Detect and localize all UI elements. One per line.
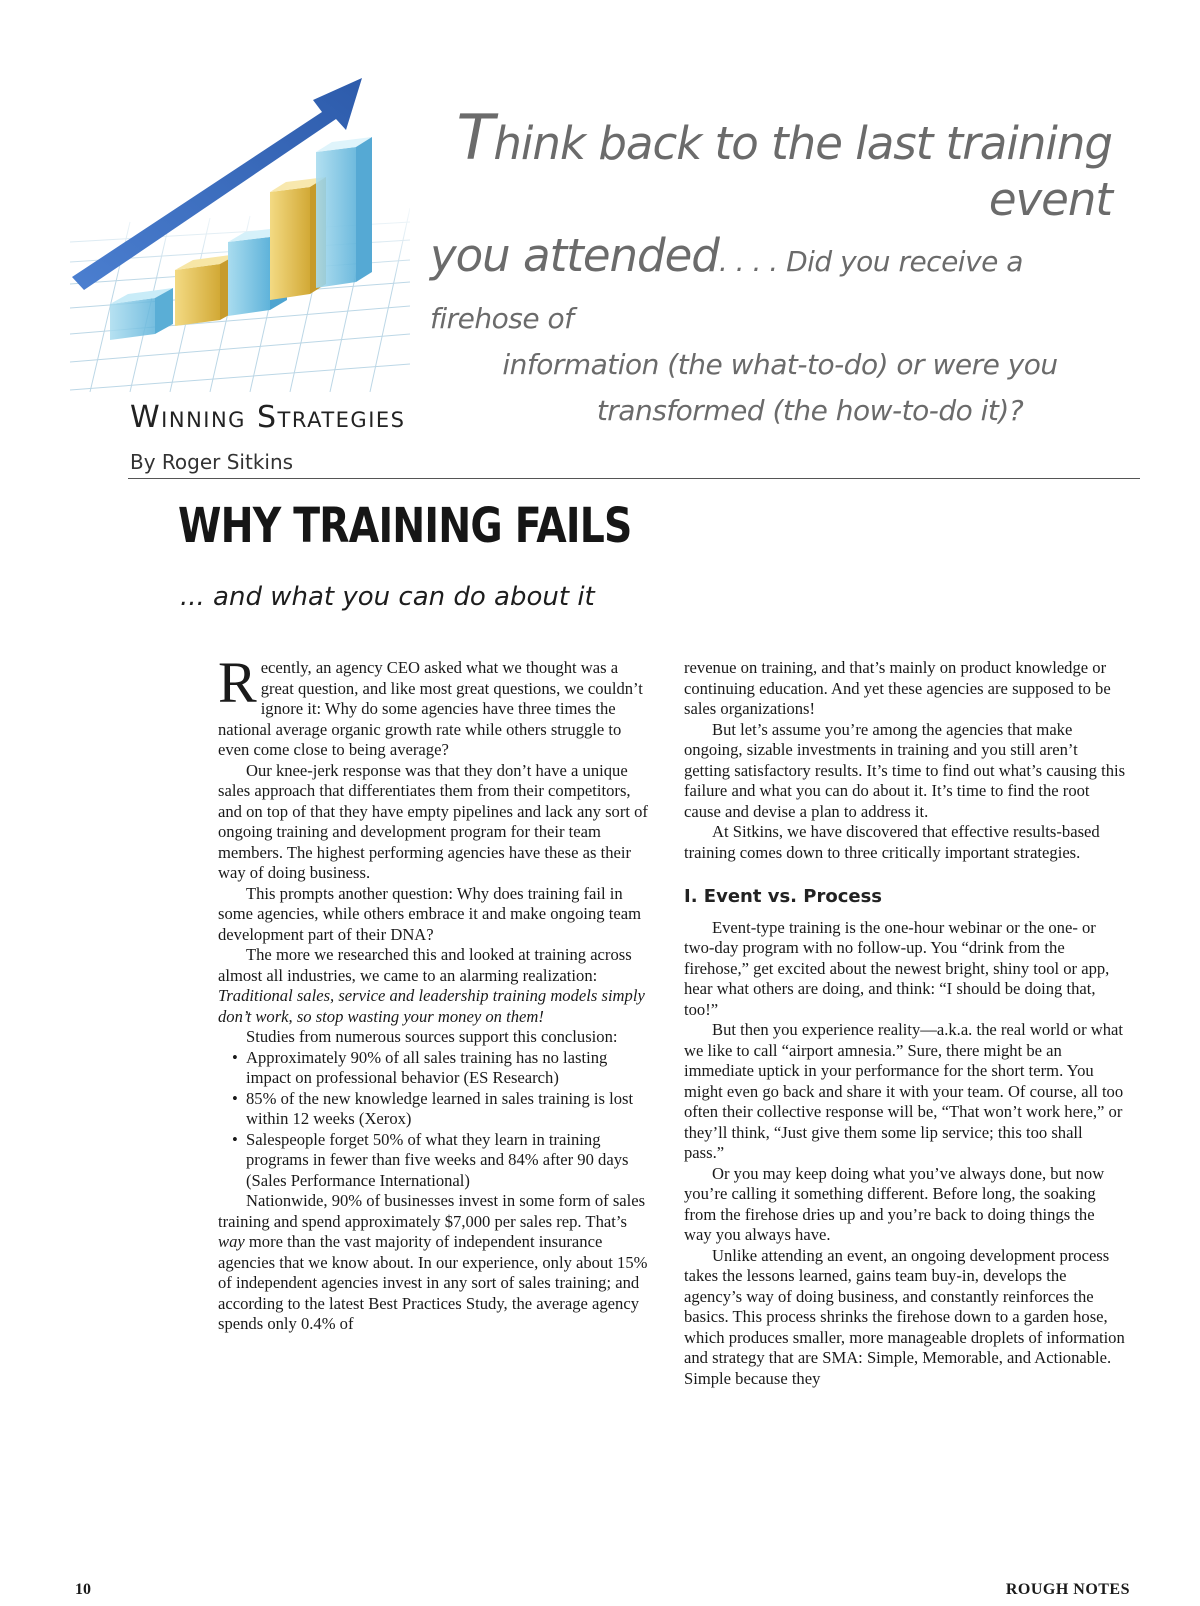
section-heading: I. Event vs. Process	[684, 886, 883, 907]
list-item: • 85% of the new knowledge learned in sales training is lost within 12 weeks (Xerox)	[246, 1089, 648, 1130]
publication-name: ROUGH NOTES	[1005, 1581, 1130, 1598]
paragraph: At Sitkins, we have discovered that effective results-based training comes down to three critically important strategies.	[684, 822, 1100, 862]
paragraph: Recently, an agency CEO asked what we thought was a great question, and like most great questions, we couldn’t ignore it: Why do some agencies have three times the national average organic growth rate while others struggle to even come close to being average?	[218, 650, 643, 759]
byline: By Roger Sitkins	[130, 450, 294, 474]
pull-quote-line-2: you attended. . . . Did you receive a firehose of	[430, 229, 1023, 335]
paragraph: Or you may keep doing what you’ve always done, but now you’re calling it something different. Before long, the soaking from the firehose dries up and you’re back to doing things the way you always have.	[684, 1163, 1105, 1244]
header-divider	[128, 478, 1140, 479]
article-deck: ... and what you can do about it	[180, 582, 595, 612]
article-column-right	[684, 658, 1126, 1389]
growth-chart-illustration	[70, 72, 410, 392]
page-number: 10	[75, 1581, 91, 1598]
paragraph: But then you experience reality—a.k.a. the real world or what we like to call “airport amnesia.” Sure, there might be an immediate uptick in your performance for the short term. You might even go back and share it with your team. Of course, all too often their collective response will be, “That won’t work here,” or they’ll think, “Just give them some lip service; this too shall pass.”	[684, 1020, 1124, 1162]
paragraph: Event-type training is the one-hour webinar or the one- or two-day program with no follow-up. You “drink from the firehose,” get excited about the newest bright, shiny tool or app, hear what others are doing, and think: “I should be doing that, too!”	[684, 917, 1110, 1019]
article-column-left	[218, 650, 648, 1335]
article-headline: WHY TRAINING FAILS	[178, 498, 632, 554]
paragraph: Studies from numerous sources support this conclusion:	[246, 1027, 618, 1046]
paragraph: Unlike attending an event, an ongoing development process takes the lessons learned, gains team buy-in, develops the agency’s way of doing business, and constantly reinforces the basics. This process shrinks the firehose down to a garden hose, which produces smaller, more manageable droplets of information and strategy that are SMA: Simple, Memorable, and Actionable. Simple because they	[684, 1245, 1125, 1388]
pull-quote	[430, 101, 1130, 434]
paragraph: This prompts another question: Why does training fail in some agencies, while others embrace it and make ongoing team development part of their DNA?	[218, 883, 641, 944]
statistics-list	[218, 1048, 648, 1192]
paragraph: revenue on training, and that’s mainly on product knowledge or continuing education. And yet these agencies are supposed to be sales organizations!	[684, 658, 1111, 718]
paragraph: The more we researched this and looked at training across almost all industries, we came to an alarming realization: Traditional sales, service and leadership training models simply don’t work, so stop wasting your money on them!	[218, 945, 645, 1026]
list-item: • Salespeople forget 50% of what they learn in training programs in fewer than five weeks and 84% after 90 days (Sales Performance International)	[246, 1130, 648, 1192]
paragraph: Nationwide, 90% of businesses invest in some form of sales training and spend approximately $7,000 per sales rep. That’s way more than the vast majority of independent insurance agencies that we know about. In our experience, only about 15% of independent agencies invest in any sort of sales training; and according to the latest Best Practices Study, the average agency spends only 0.4% of	[218, 1191, 648, 1333]
paragraph: Our knee-jerk response was that they don’t have a unique sales approach that differentiates them from their competitors, and on top of that they have empty pipelines and lack any sort of ongoing training and development program for their team members. The highest performing agencies have these as their way of doing business.	[218, 760, 648, 882]
drop-cap: R	[218, 650, 257, 715]
column-label: Winning Strategies	[130, 400, 406, 435]
list-item: • Approximately 90% of all sales training has no lasting impact on professional behavior (ES Research)	[246, 1048, 648, 1089]
pull-quote-line-3: information (the what-to-do) or were you	[502, 348, 1058, 381]
pull-quote-line-4: transformed (the how-to-do it)?	[596, 394, 1024, 427]
paragraph: But let’s assume you’re among the agencies that make ongoing, sizable investments in training and you still aren’t getting satisfactory results. It’s time to find out what’s causing this failure and what you can do about it. It’s time to find the root cause and devise a plan to address it.	[684, 719, 1126, 821]
pull-quote-line-1: Think back to the last training event	[456, 101, 1112, 226]
